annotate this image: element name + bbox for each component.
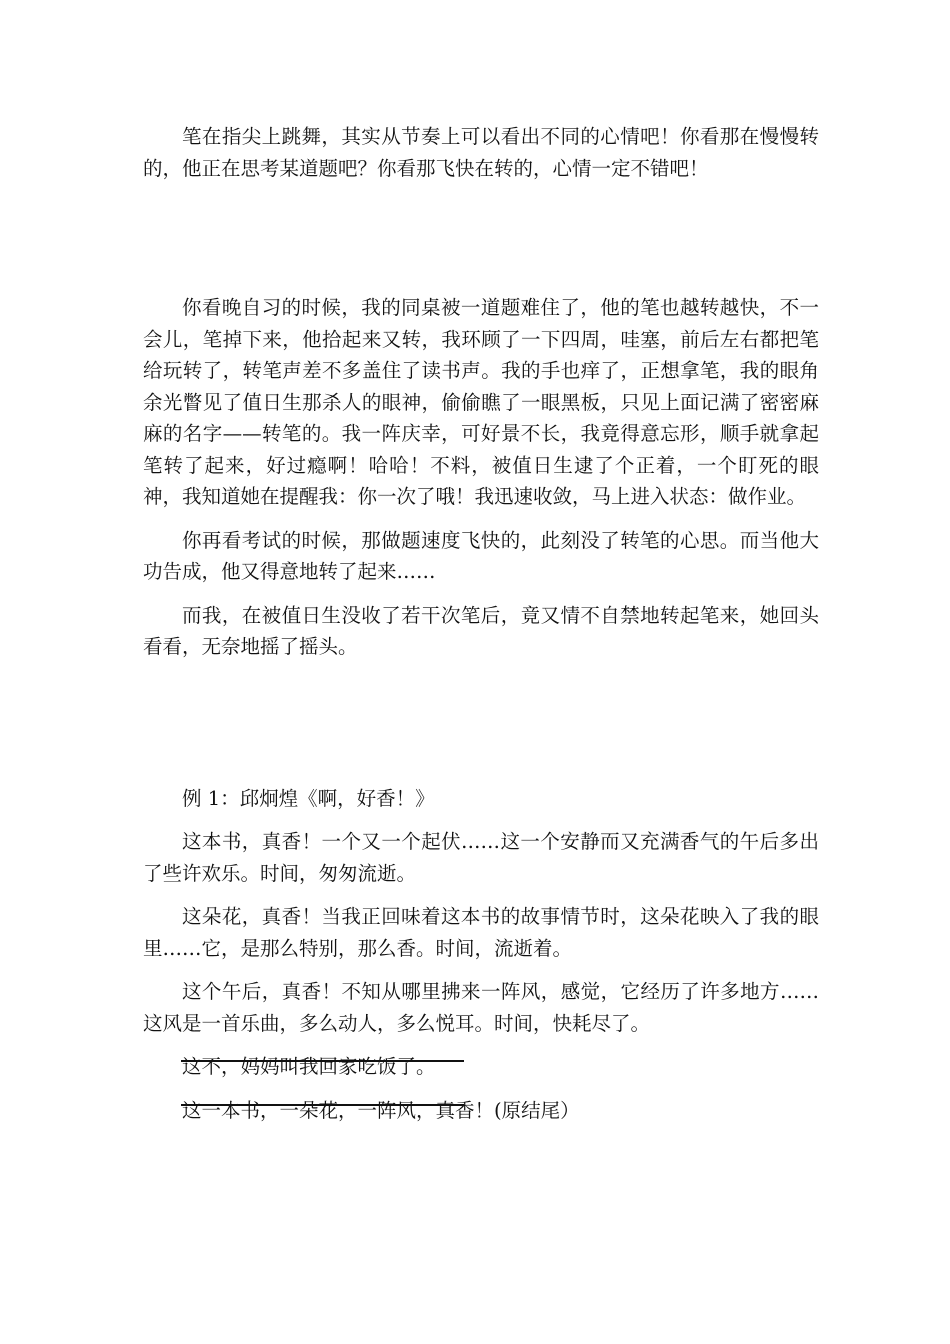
spacer [143, 964, 819, 976]
answer-blank-line-2 [181, 1104, 464, 1106]
spacer [143, 588, 819, 600]
spacer [143, 1039, 819, 1051]
spacer [143, 889, 819, 901]
paragraph-wind: 这个午后，真香！不知从哪里拂来一阵风，感觉，它经历了许多地方……这风是一首乐曲，多么动人，多么悦耳。时间，快耗尽了。 [143, 980, 819, 1035]
paragraph-pen-dance: 笔在指尖上跳舞，其实从节奏上可以看出不同的心情吧！你看那在慢慢转的，他正在思考某道题吧？你看那飞快在转的，心情一定不错吧！ [143, 125, 819, 180]
paragraph-exam: 你再看考试的时候，那做题速度飞快的，此刻没了转笔的心思。而当他大功告成，他又得意地转了起来…… [143, 528, 819, 583]
spacer [143, 513, 819, 525]
paragraph-book: 这本书，真香！一个又一个起伏……这一个安静而又充满香气的午后多出了些许欢乐。时间，匆匆流逝。 [143, 830, 819, 885]
spacer [143, 663, 819, 771]
paragraph-original-ending: 这一本书，一朵花，一阵风，真香！(原结尾） [182, 1098, 580, 1122]
spacer [143, 771, 819, 783]
paragraph-dinner: 这不，妈妈叫我回家吃饭了。 [182, 1055, 436, 1078]
example-heading: 例 1：邱炯煌《啊，好香！》 [182, 786, 435, 810]
spacer [143, 184, 819, 292]
answer-blank-line-1 [181, 1060, 464, 1062]
spacer [143, 1083, 819, 1095]
paragraph-flower: 这朵花，真香！当我正回味着这本书的故事情节时，这朵花映入了我的眼里……它，是那么特别，那么香。时间，流逝着。 [143, 905, 819, 960]
spacer [143, 814, 819, 826]
paragraph-me: 而我，在被值日生没收了若干次笔后，竟又情不自禁地转起笔来，她回头看看，无奈地摇了摇头。 [143, 603, 819, 658]
document-body [143, 121, 819, 1126]
paragraph-evening-study: 你看晚自习的时候，我的同桌被一道题难住了，他的笔也越转越快，不一会儿，笔掉下来，他拾起来又转，我环顾了一下四周，哇塞，前后左右都把笔给玩转了，转笔声差不多盖住了读书声。我的手也痒了，正想拿笔，我的眼角余光瞥见了值日生那杀人的眼神，偷偷瞧了一眼黑板，只见上面记满了密密麻麻的名字——转笔的。我一阵庆幸，可好景不长，我竟得意忘形，顺手就拿起笔转了起来，好过瘾啊！哈哈！不料，被值日生逮了个正着，一个盯死的眼神，我知道她在提醒我：你一次了哦！我迅速收敛，马上进入状态：做作业。 [143, 296, 819, 508]
